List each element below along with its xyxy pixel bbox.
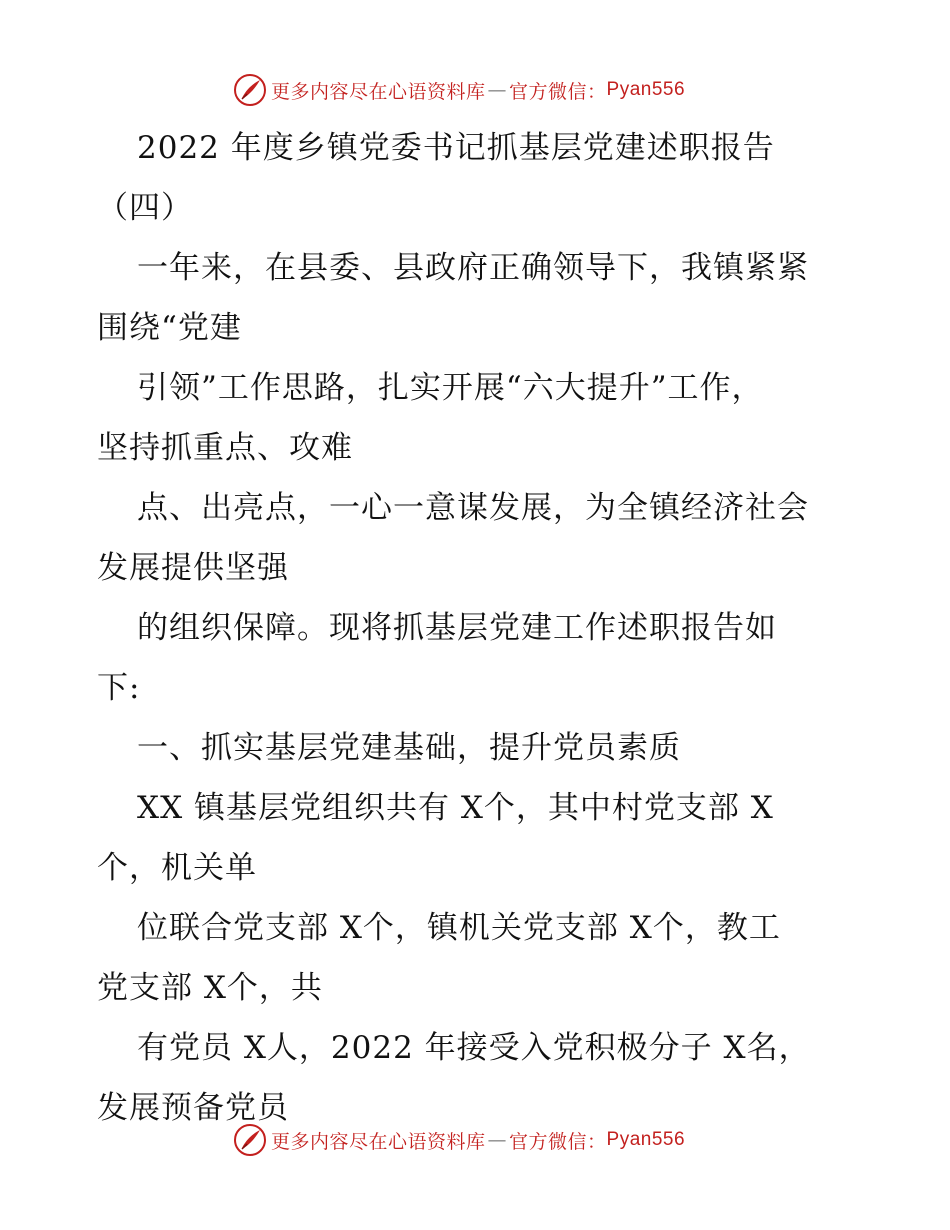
paragraph-line: 引领”工作思路，扎实开展“六大提升”工作， <box>137 370 764 406</box>
quill-pen-icon <box>233 1123 267 1157</box>
paragraph-line: 发展预备党员 <box>97 1090 289 1126</box>
paragraph-line: 点、出亮点，一心一意谋发展，为全镇经济社会 <box>137 490 809 526</box>
watermark-wechat-label: 官方微信： <box>509 1130 607 1153</box>
document-body <box>97 118 867 1138</box>
watermark-wechat-id: Pyan556 <box>606 1129 686 1150</box>
paragraph-line: 围绕“党建 <box>97 310 242 346</box>
paragraph-line: 发展提供坚强 <box>97 550 289 586</box>
watermark-wechat-label: 官方微信： <box>509 80 607 103</box>
paragraph-line: XX 镇基层党组织共有 X个，其中村党支部 X <box>137 790 774 826</box>
document-title: 2022 年度乡镇党委书记抓基层党建述职报告 <box>137 130 775 166</box>
paragraph-line: 一年来，在县委、县政府正确领导下，我镇紧紧 <box>137 250 809 286</box>
watermark-site-text: 更多内容尽在心语资料库 <box>271 1130 486 1153</box>
footer-watermark <box>233 1122 685 1158</box>
quill-pen-icon <box>233 73 267 107</box>
watermark-separator: — <box>487 1129 508 1151</box>
paragraph-line: 有党员 X人，2022 年接受入党积极分子 X名， <box>137 1030 811 1066</box>
watermark-separator: — <box>487 79 508 101</box>
paragraph-line: 坚持抓重点、攻难 <box>97 430 353 466</box>
paragraph-line: 下: <box>97 670 141 706</box>
paragraph-line: 个，机关单 <box>97 850 257 886</box>
paragraph-line: 党支部 X个，共 <box>97 970 323 1006</box>
document-subtitle: （四） <box>97 190 193 226</box>
watermark-wechat-id: Pyan556 <box>606 79 686 100</box>
paragraph-line: 的组织保障。现将抓基层党建工作述职报告如 <box>137 610 777 646</box>
section-heading: 一、抓实基层党建基础，提升党员素质 <box>137 730 681 766</box>
header-watermark <box>233 72 685 108</box>
paragraph-line: 位联合党支部 X个，镇机关党支部 X个，教工 <box>137 910 781 946</box>
watermark-site-text: 更多内容尽在心语资料库 <box>271 80 486 103</box>
